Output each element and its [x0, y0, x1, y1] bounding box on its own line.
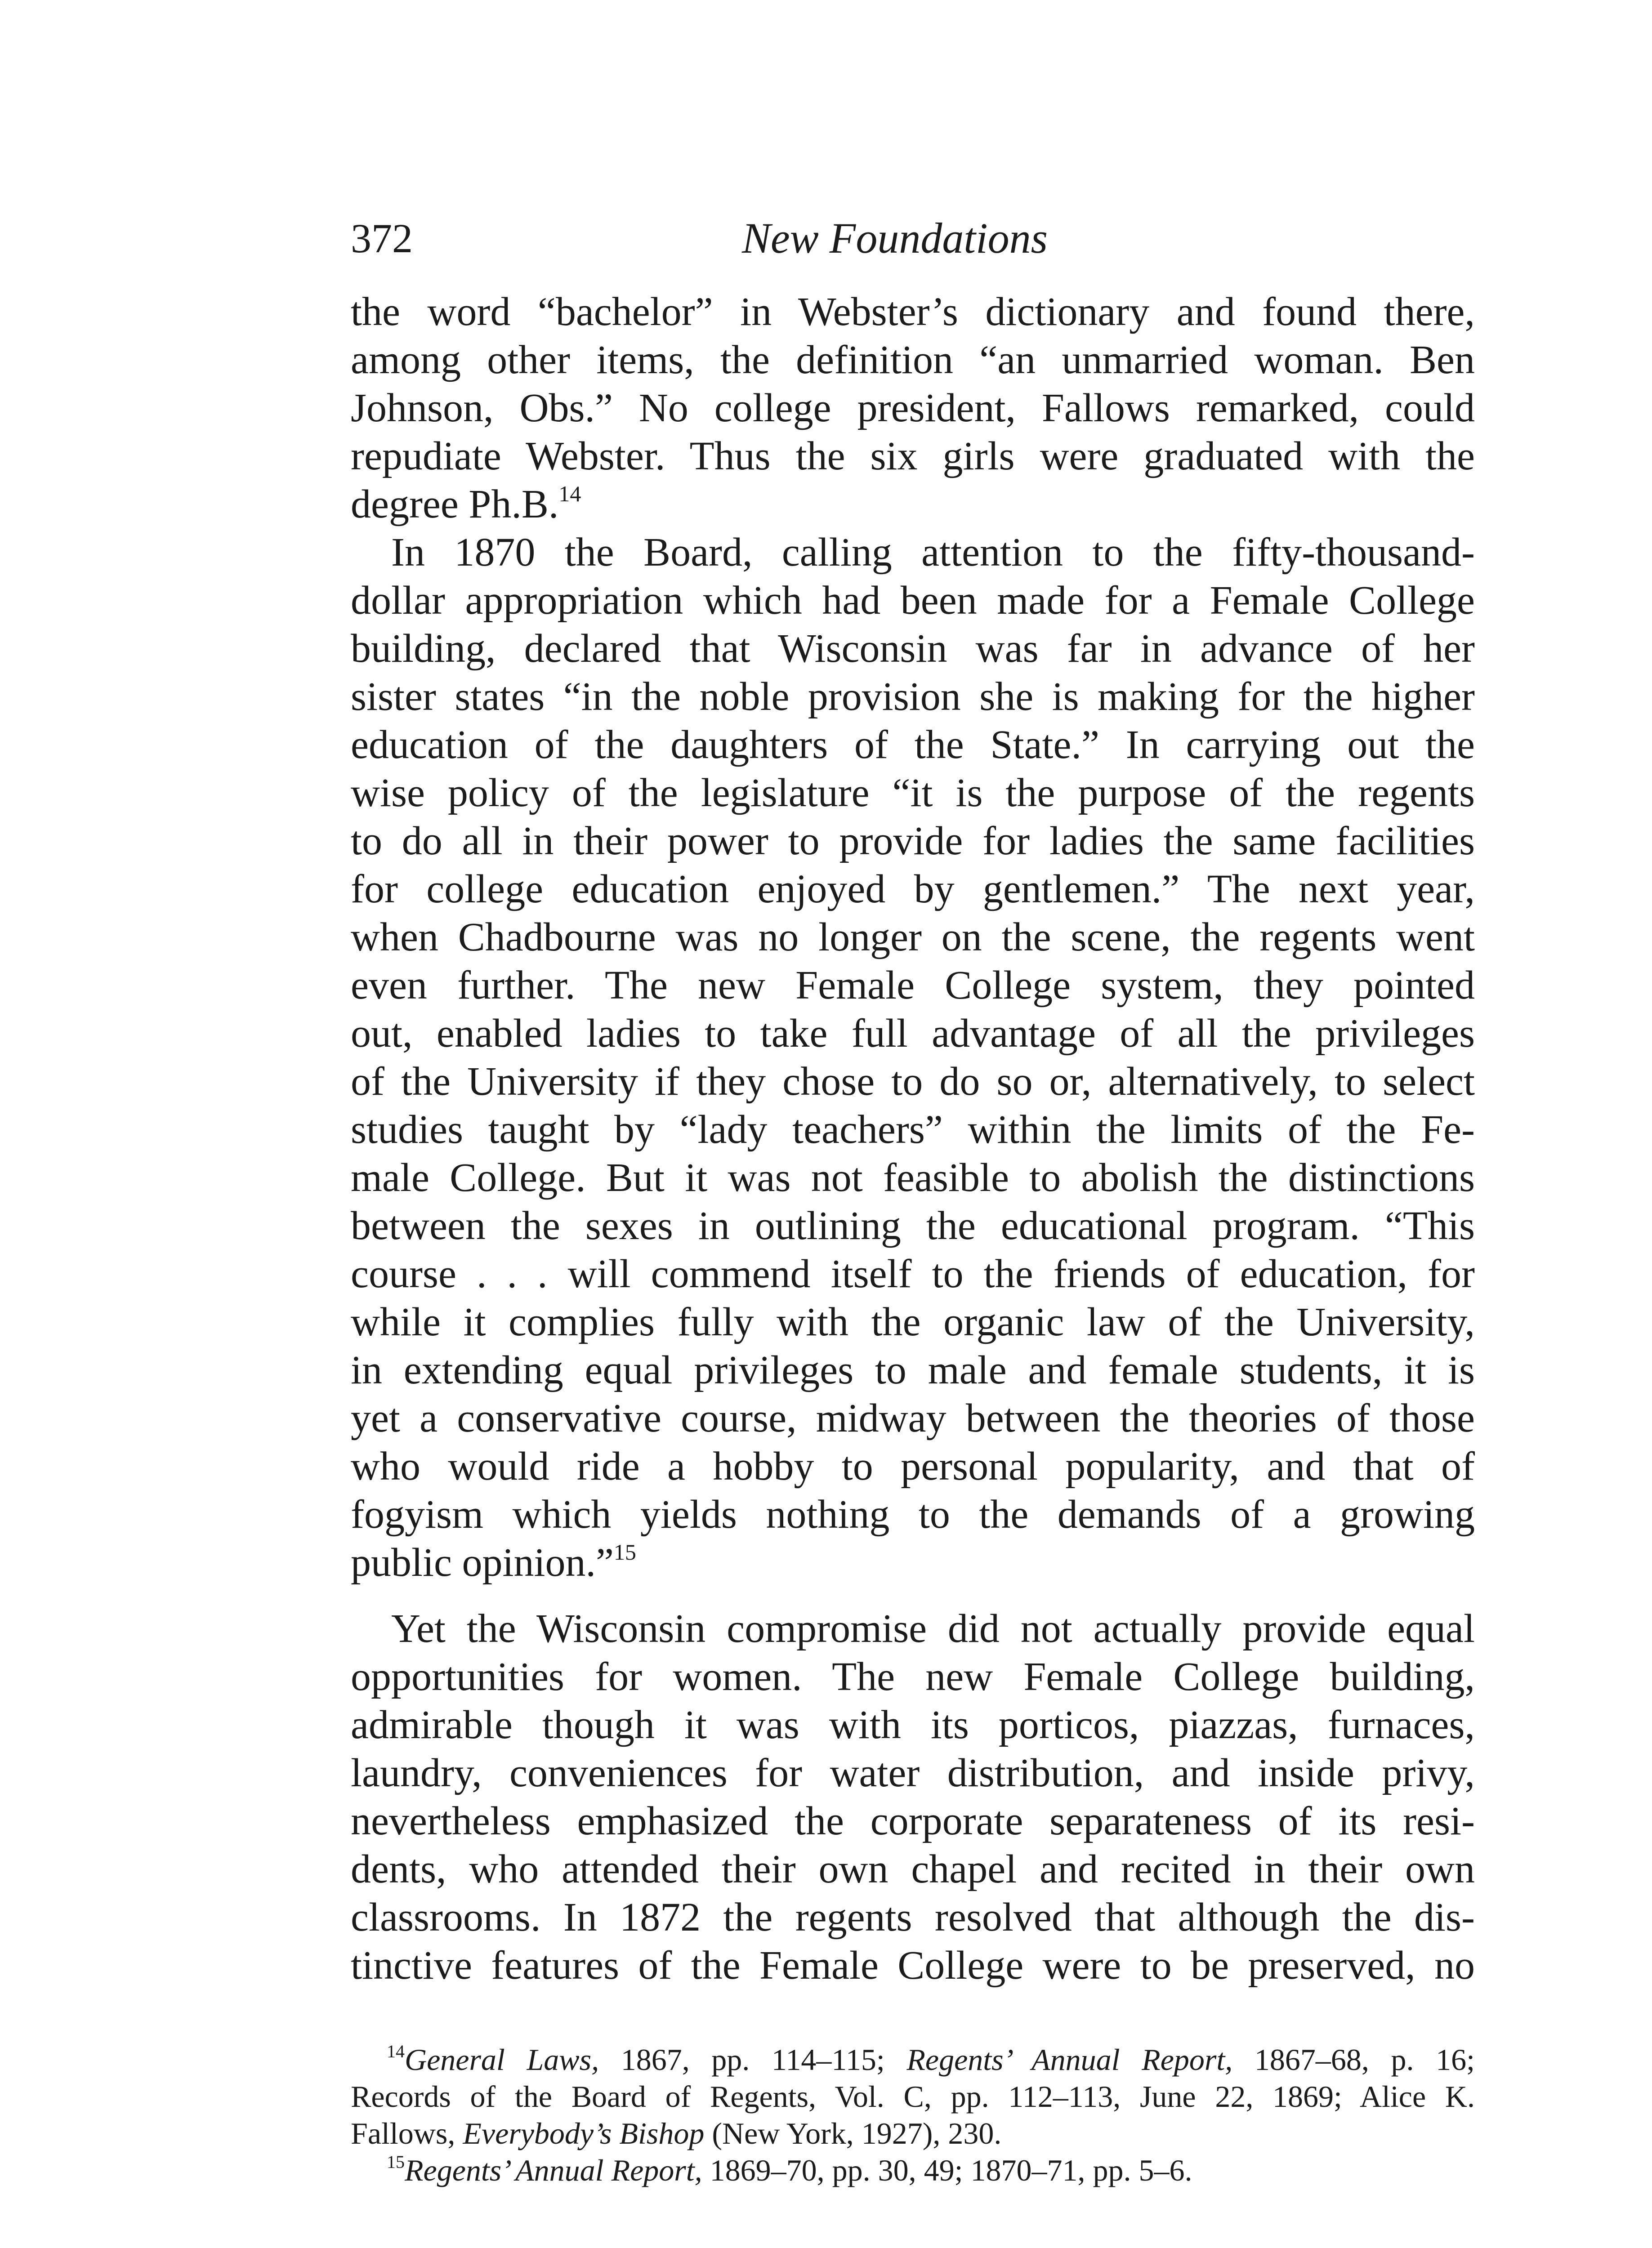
text-line: building, declared that Wisconsin was far in advance of her [351, 626, 1475, 671]
text-line: male College. But it was not feasible to abolish the distinctions [351, 1155, 1475, 1200]
text-line: between the sexes in outlining the educational program. “This [351, 1204, 1475, 1248]
text-line: dollar appropriation which had been made for a Female College [351, 578, 1475, 623]
text-line [351, 480, 1475, 528]
citation-title: Everybody’s Bishop [463, 2116, 705, 2150]
text-line: when Chadbourne was no longer on the scene, the regents went [351, 915, 1475, 959]
text-line: opportunities for women. The new Female College building, [351, 1655, 1475, 1699]
citation-text: Fallows, [351, 2116, 463, 2150]
text-line: wise policy of the legislature “it is the purpose of the regents [351, 771, 1475, 815]
footnote-number: 14 [387, 2041, 405, 2061]
text-line: out, enabled ladies to take full advantage of all the privileges [351, 1011, 1475, 1056]
text-line: Yet the Wisconsin compromise did not actually provide equal [391, 1606, 1475, 1651]
running-title: New Foundations [742, 214, 1048, 262]
text-line: classrooms. In 1872 the regents resolved that although the dis- [351, 1895, 1475, 1940]
text-line: yet a conservative course, midway between the theories of those [351, 1396, 1475, 1441]
text-line: nevertheless emphasized the corporate separateness of its resi- [351, 1799, 1475, 1843]
citation-title: Regents’ Annual Report, [906, 2043, 1233, 2077]
text-line: to do all in their power to provide for ladies the same facilities [351, 819, 1475, 863]
text-line: tinctive features of the Female College were to be preserved, no [351, 1943, 1475, 1988]
text-segment: public opinion.” [351, 1540, 614, 1585]
text-line: while it complies fully with the organic law of the University, [351, 1300, 1475, 1344]
text-line: In 1870 the Board, calling attention to the fifty-thousand- [391, 530, 1475, 575]
text-line: admirable though it was with its porticos, piazzas, furnaces, [351, 1703, 1475, 1747]
text-line: studies taught by “lady teachers” within the limits of the Fe- [351, 1107, 1475, 1152]
text-line: the word “bachelor” in Webster’s dictionary and found there, [351, 290, 1475, 334]
text-line: in extending equal privileges to male and female students, it is [351, 1348, 1475, 1392]
page-header [351, 211, 1493, 274]
citation-title: Regents’ Annual Report, [405, 2153, 702, 2187]
text-line: for college education enjoyed by gentlemen.” The next year, [351, 867, 1475, 911]
text-line [351, 1539, 1475, 1587]
footnote-number: 15 [387, 2152, 405, 2172]
footnote-ref-15: 15 [613, 1539, 636, 1565]
footnotes [351, 2041, 1475, 2189]
citation-text: 1869–70, pp. 30, 49; 1870–71, pp. 5–6. [702, 2153, 1192, 2187]
citation-title: General Laws, [405, 2043, 599, 2077]
body-text [351, 288, 1475, 1989]
footnote-15-line [351, 2152, 1475, 2189]
citation-text: (New York, 1927), 230. [704, 2116, 1002, 2150]
text-line: Johnson, Obs.” No college president, Fallows remarked, could [351, 386, 1475, 430]
text-line: education of the daughters of the State.” In carrying out the [351, 723, 1475, 767]
citation-text: 1867–68, p. 16; [1232, 2043, 1475, 2077]
text-line: even further. The new Female College system, they pointed [351, 963, 1475, 1008]
footnote-14-line [351, 2041, 1475, 2078]
text-segment: degree Ph.B. [351, 482, 559, 526]
paragraph-3 [351, 1605, 1475, 1989]
citation-text: 1867, pp. 114–115; [599, 2043, 907, 2077]
text-line: course . . . will commend itself to the friends of education, for [351, 1252, 1475, 1296]
footnote-ref-14: 14 [558, 481, 581, 506]
paragraph-2 [351, 528, 1475, 1587]
paragraph-gap [351, 1587, 1475, 1605]
text-line: repudiate Webster. Thus the six girls were graduated with the [351, 434, 1475, 478]
footnote-14-line: Records of the Board of Regents, Vol. C, pp. 112–113, June 22, 1869; Alice K. [351, 2079, 1475, 2114]
text-line: laundry, conveniences for water distribution, and inside privy, [351, 1751, 1475, 1795]
page-number: 372 [351, 215, 413, 261]
text-line: of the University if they chose to do so or, alternatively, to select [351, 1059, 1475, 1104]
text-line: fogyism which yields nothing to the demands of a growing [351, 1492, 1475, 1537]
text-line: dents, who attended their own chapel and recited in their own [351, 1847, 1475, 1891]
text-line: among other items, the definition “an unmarried woman. Ben [351, 338, 1475, 382]
footnote-14-line [351, 2115, 1475, 2152]
paragraph-1 [351, 288, 1475, 528]
text-line: sister states “in the noble provision she is making for the higher [351, 674, 1475, 719]
text-line: who would ride a hobby to personal popularity, and that of [351, 1444, 1475, 1489]
